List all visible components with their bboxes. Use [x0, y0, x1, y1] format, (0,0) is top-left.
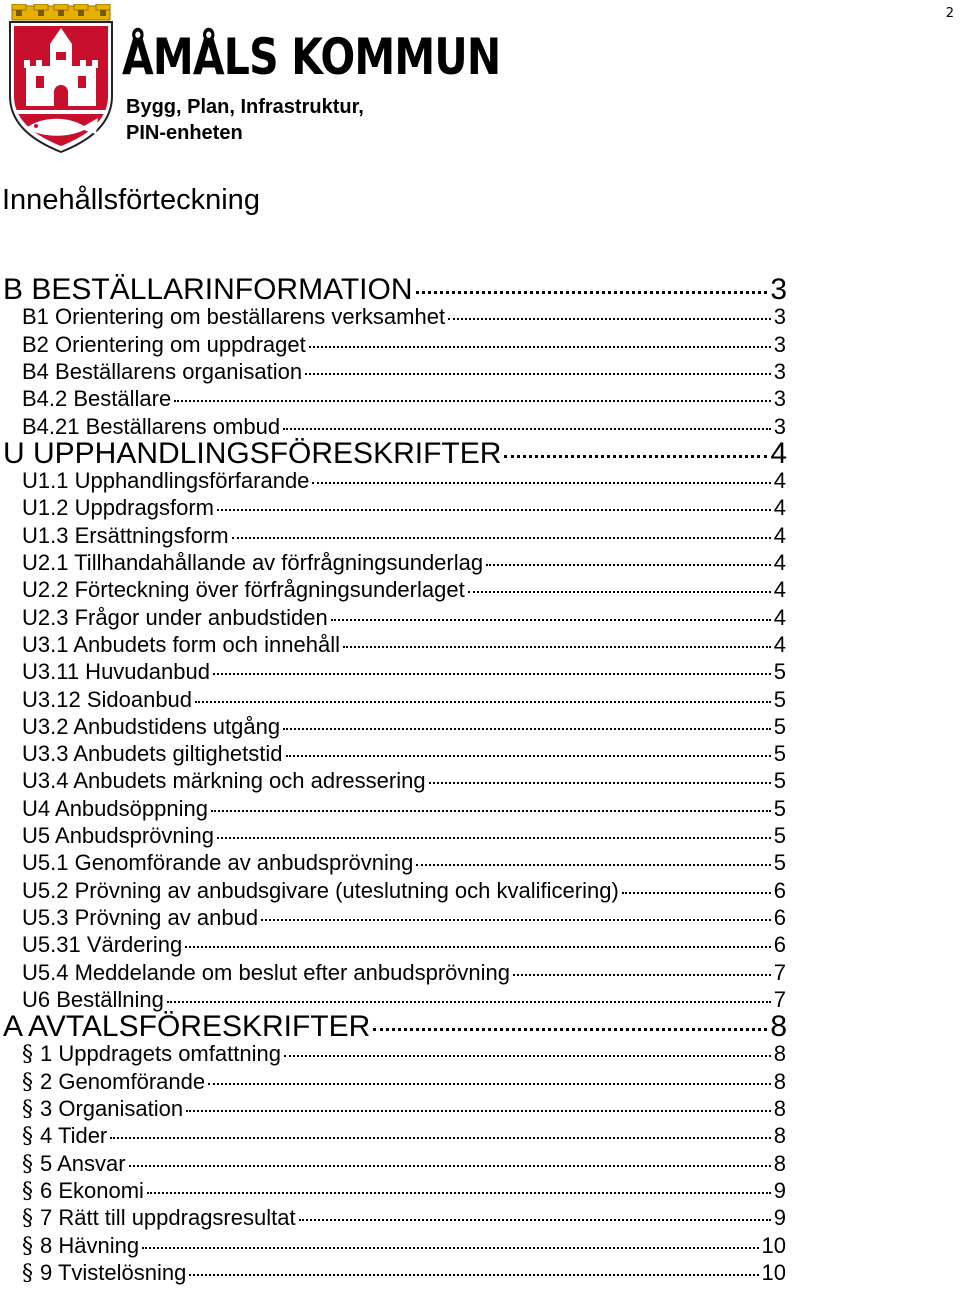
- dot-leader: [185, 946, 771, 948]
- toc-subsection-entry[interactable]: [22, 359, 786, 385]
- dot-leader: [448, 318, 771, 320]
- toc-entry-label: B4.2 Beställare: [22, 386, 172, 412]
- toc-entry-page-number: 4: [773, 522, 786, 548]
- toc-entry-page-number: 8: [773, 1068, 786, 1094]
- page-number: 2: [945, 6, 954, 21]
- toc-entry-label: U3.12 Sidoanbud: [22, 686, 193, 712]
- toc-entry-label: U2.1 Tillhandahållande av förfrågningsunderlag: [22, 550, 484, 575]
- toc-subsection-entry[interactable]: [22, 714, 786, 740]
- toc-entry-label: 6 Ekonomi: [40, 1177, 144, 1203]
- toc-entry-label: A AVTALSFÖRESKRIFTER: [3, 1010, 371, 1044]
- toc-entry-label: U2.3 Frågor under anbudstiden: [22, 604, 328, 630]
- dot-leader: [174, 400, 771, 402]
- toc-entry-page-number: 5: [773, 768, 786, 794]
- toc-entry-page-number: 5: [773, 741, 786, 767]
- toc-subsection-entry[interactable]: [22, 495, 786, 521]
- department-line-1: Bygg, Plan, Infrastruktur,: [126, 96, 364, 118]
- toc-entry-page-number: 3: [773, 304, 786, 330]
- toc-entry-page-number: 8: [773, 1150, 786, 1176]
- toc-entry-label: B4.21 Beställarens ombud: [22, 413, 281, 439]
- toc-entry-label: 4 Tider: [40, 1123, 108, 1149]
- dot-leader: [486, 564, 771, 566]
- dot-leader: [312, 482, 770, 484]
- toc-entry-page-number: 7: [773, 959, 786, 985]
- toc-subsection-entry[interactable]: [22, 523, 786, 549]
- toc-entry-page-number: 4: [773, 631, 786, 657]
- dot-leader: [373, 1028, 767, 1031]
- toc-entry-page-number: 8: [770, 1010, 787, 1044]
- section-bullet-icon: §: [22, 1042, 33, 1068]
- dot-leader: [217, 509, 771, 511]
- dot-leader: [286, 755, 771, 757]
- toc-subsection-entry[interactable]: [22, 987, 786, 1013]
- toc-entry-page-number: 5: [773, 823, 786, 848]
- toc-entry-page-number: 6: [773, 932, 786, 958]
- toc-subsection-entry[interactable]: [22, 1178, 786, 1204]
- toc-subsection-entry[interactable]: [22, 659, 786, 685]
- toc-entry-label: 2 Genomförande: [40, 1068, 206, 1094]
- dot-leader: [142, 1247, 758, 1249]
- toc-entry-page-number: 5: [773, 850, 786, 876]
- dot-leader: [211, 810, 771, 812]
- toc-entry-label: U3.11 Huvudanbud: [22, 659, 210, 685]
- dot-leader: [147, 1192, 771, 1194]
- toc-section-entry[interactable]: [3, 437, 787, 471]
- toc-entry-label: U3.3 Anbudets giltighetstid: [22, 741, 283, 767]
- toc-subsection-entry[interactable]: [22, 1205, 786, 1231]
- dot-leader: [283, 428, 771, 430]
- dot-leader: [343, 646, 771, 648]
- dot-leader: [110, 1137, 770, 1139]
- toc-entry-label: 5 Ansvar: [40, 1150, 126, 1176]
- toc-entry-page-number: 5: [773, 795, 786, 821]
- toc-entry-label: U5.2 Prövning av anbudsgivare (uteslutning och kvalificering): [22, 877, 619, 903]
- toc-entry-label: B BESTÄLLARINFORMATION: [3, 273, 413, 306]
- toc-entry-label: U1.1 Upphandlingsförfarande: [22, 468, 310, 494]
- toc-subsection-entry[interactable]: [22, 1233, 786, 1259]
- section-bullet-icon: §: [22, 1069, 33, 1095]
- toc-entry-page-number: 10: [761, 1232, 786, 1258]
- toc-entry-label: U5.1 Genomförande av anbudsprövning: [22, 850, 414, 876]
- toc-subsection-entry[interactable]: [22, 605, 786, 631]
- toc-entry-label: U4 Anbudsöppning: [22, 795, 208, 821]
- toc-entry-page-number: 3: [773, 331, 786, 357]
- toc-subsection-entry[interactable]: [22, 468, 786, 494]
- toc-entry-label: U5.4 Meddelande om beslut efter anbudsprövning: [22, 959, 510, 985]
- toc-entry-page-number: 3: [773, 386, 786, 412]
- toc-entry-label: U1.3 Ersättningsform: [22, 522, 229, 548]
- toc-entry-page-number: 8: [773, 1096, 786, 1121]
- toc-entry-page-number: 5: [773, 686, 786, 712]
- toc-subsection-entry[interactable]: [22, 796, 786, 822]
- dot-leader: [416, 864, 770, 866]
- toc-subsection-entry[interactable]: [22, 823, 786, 849]
- toc-entry-page-number: 3: [773, 358, 786, 384]
- toc-entry-label: U1.2 Uppdragsform: [22, 495, 214, 521]
- toc-entry-label: U2.2 Förteckning över förfrågningsunderlaget: [22, 577, 465, 603]
- toc-subsection-entry[interactable]: [22, 905, 786, 931]
- toc-subsection-entry[interactable]: [22, 414, 786, 440]
- toc-entry-page-number: 4: [770, 436, 787, 470]
- toc-entry-label: U5.3 Prövning av anbud: [22, 904, 259, 930]
- toc-entry-page-number: 10: [761, 1259, 786, 1285]
- toc-heading: Innehållsförteckning: [2, 184, 260, 216]
- dot-leader: [195, 701, 771, 703]
- dot-leader: [232, 537, 771, 539]
- section-bullet-icon: §: [22, 1151, 33, 1177]
- toc-entry-page-number: 4: [773, 495, 786, 521]
- toc-entry-page-number: 8: [773, 1041, 786, 1067]
- dot-leader: [622, 892, 771, 894]
- toc-entry-page-number: 4: [773, 577, 786, 603]
- dot-leader: [504, 455, 767, 458]
- toc-entry-label: 8 Hävning: [40, 1232, 140, 1258]
- toc-subsection-entry[interactable]: [22, 932, 786, 958]
- toc-subsection-entry[interactable]: [22, 386, 786, 412]
- toc-entry-label: U3.2 Anbudstidens utgång: [22, 713, 281, 739]
- toc-entry-page-number: 5: [773, 659, 786, 685]
- toc-entry-label: U3.4 Anbudets märkning och adressering: [22, 768, 426, 794]
- dot-leader: [284, 1055, 771, 1057]
- toc-entry-label: U5.31 Värdering: [22, 932, 183, 958]
- crest-logo: [6, 4, 116, 154]
- dot-leader: [217, 837, 771, 839]
- dot-leader: [129, 1165, 771, 1167]
- toc-subsection-entry[interactable]: [22, 632, 786, 658]
- toc-entry-page-number: 5: [773, 713, 786, 739]
- toc-entry-label: 7 Rätt till uppdragsresultat: [40, 1205, 296, 1231]
- toc-entry-label: U UPPHANDLINGSFÖRESKRIFTER: [3, 436, 502, 470]
- dot-leader: [429, 782, 771, 784]
- toc-subsection-entry[interactable]: [22, 1069, 786, 1095]
- toc-entry-page-number: 9: [773, 1205, 786, 1231]
- toc-subsection-entry[interactable]: [22, 332, 786, 358]
- toc-subsection-entry[interactable]: [22, 1041, 786, 1067]
- toc-entry-label: U6 Beställning: [22, 986, 164, 1012]
- toc-entry-page-number: 6: [773, 904, 786, 930]
- toc-entry-label: U3.1 Anbudets form och innehåll: [22, 631, 340, 657]
- section-bullet-icon: §: [22, 1233, 33, 1259]
- toc-entry-page-number: 9: [773, 1177, 786, 1203]
- toc-subsection-entry[interactable]: [22, 768, 786, 794]
- toc-subsection-entry[interactable]: [22, 1123, 786, 1149]
- dot-leader: [513, 974, 771, 976]
- section-bullet-icon: §: [22, 1124, 33, 1150]
- toc-subsection-entry[interactable]: [22, 304, 786, 330]
- section-bullet-icon: §: [22, 1178, 33, 1204]
- toc-entry-page-number: 3: [773, 413, 786, 439]
- dot-leader: [213, 673, 771, 675]
- toc-entry-page-number: 4: [773, 604, 786, 630]
- section-bullet-icon: §: [22, 1097, 33, 1122]
- dot-leader: [189, 1274, 758, 1276]
- toc-subsection-entry[interactable]: [22, 960, 786, 986]
- toc-subsection-entry[interactable]: [22, 577, 786, 603]
- toc-entry-label: 1 Uppdragets omfattning: [40, 1041, 281, 1067]
- dot-leader: [299, 1219, 771, 1221]
- toc-section-entry[interactable]: [3, 1010, 787, 1044]
- dot-leader: [208, 1083, 771, 1085]
- dot-leader: [416, 291, 768, 294]
- dot-leader: [305, 373, 771, 375]
- toc-entry-page-number: 4: [773, 550, 786, 575]
- dot-leader: [167, 1001, 771, 1003]
- toc-subsection-entry[interactable]: [22, 550, 786, 576]
- toc-section-entry[interactable]: [3, 273, 787, 307]
- toc-entry-page-number: 4: [773, 468, 786, 494]
- toc-entry-label: B1 Orientering om beställarens verksamhet: [22, 304, 446, 330]
- dot-leader: [309, 346, 771, 348]
- toc-entry-label: 9 Tvistelösning: [40, 1259, 187, 1285]
- toc-entry-page-number: 6: [773, 877, 786, 903]
- toc-subsection-entry[interactable]: [22, 1096, 786, 1122]
- toc-subsection-entry[interactable]: [22, 687, 786, 713]
- toc-subsection-entry[interactable]: [22, 850, 786, 876]
- department-line-2: PIN-enheten: [126, 122, 243, 144]
- toc-entry-label: B4 Beställarens organisation: [22, 358, 303, 384]
- toc-entry-page-number: 8: [773, 1123, 786, 1149]
- toc-subsection-entry[interactable]: [22, 878, 786, 904]
- toc-entry-page-number: 7: [773, 986, 786, 1012]
- section-bullet-icon: §: [22, 1260, 33, 1286]
- toc-entry-label: U5 Anbudsprövning: [22, 823, 215, 848]
- dot-leader: [261, 919, 771, 921]
- dot-leader: [331, 619, 771, 621]
- dot-leader: [468, 591, 771, 593]
- toc-subsection-entry[interactable]: [22, 1260, 786, 1286]
- toc-subsection-entry[interactable]: [22, 1151, 786, 1177]
- organization-name: ÅMÅLS KOMMUN: [122, 28, 501, 86]
- toc-entry-label: 3 Organisation: [40, 1096, 184, 1121]
- toc-entry-label: B2 Orientering om uppdraget: [22, 331, 306, 357]
- dot-leader: [186, 1110, 771, 1112]
- toc-entry-page-number: 3: [770, 273, 787, 306]
- section-bullet-icon: §: [22, 1206, 33, 1232]
- toc-subsection-entry[interactable]: [22, 741, 786, 767]
- dot-leader: [283, 728, 771, 730]
